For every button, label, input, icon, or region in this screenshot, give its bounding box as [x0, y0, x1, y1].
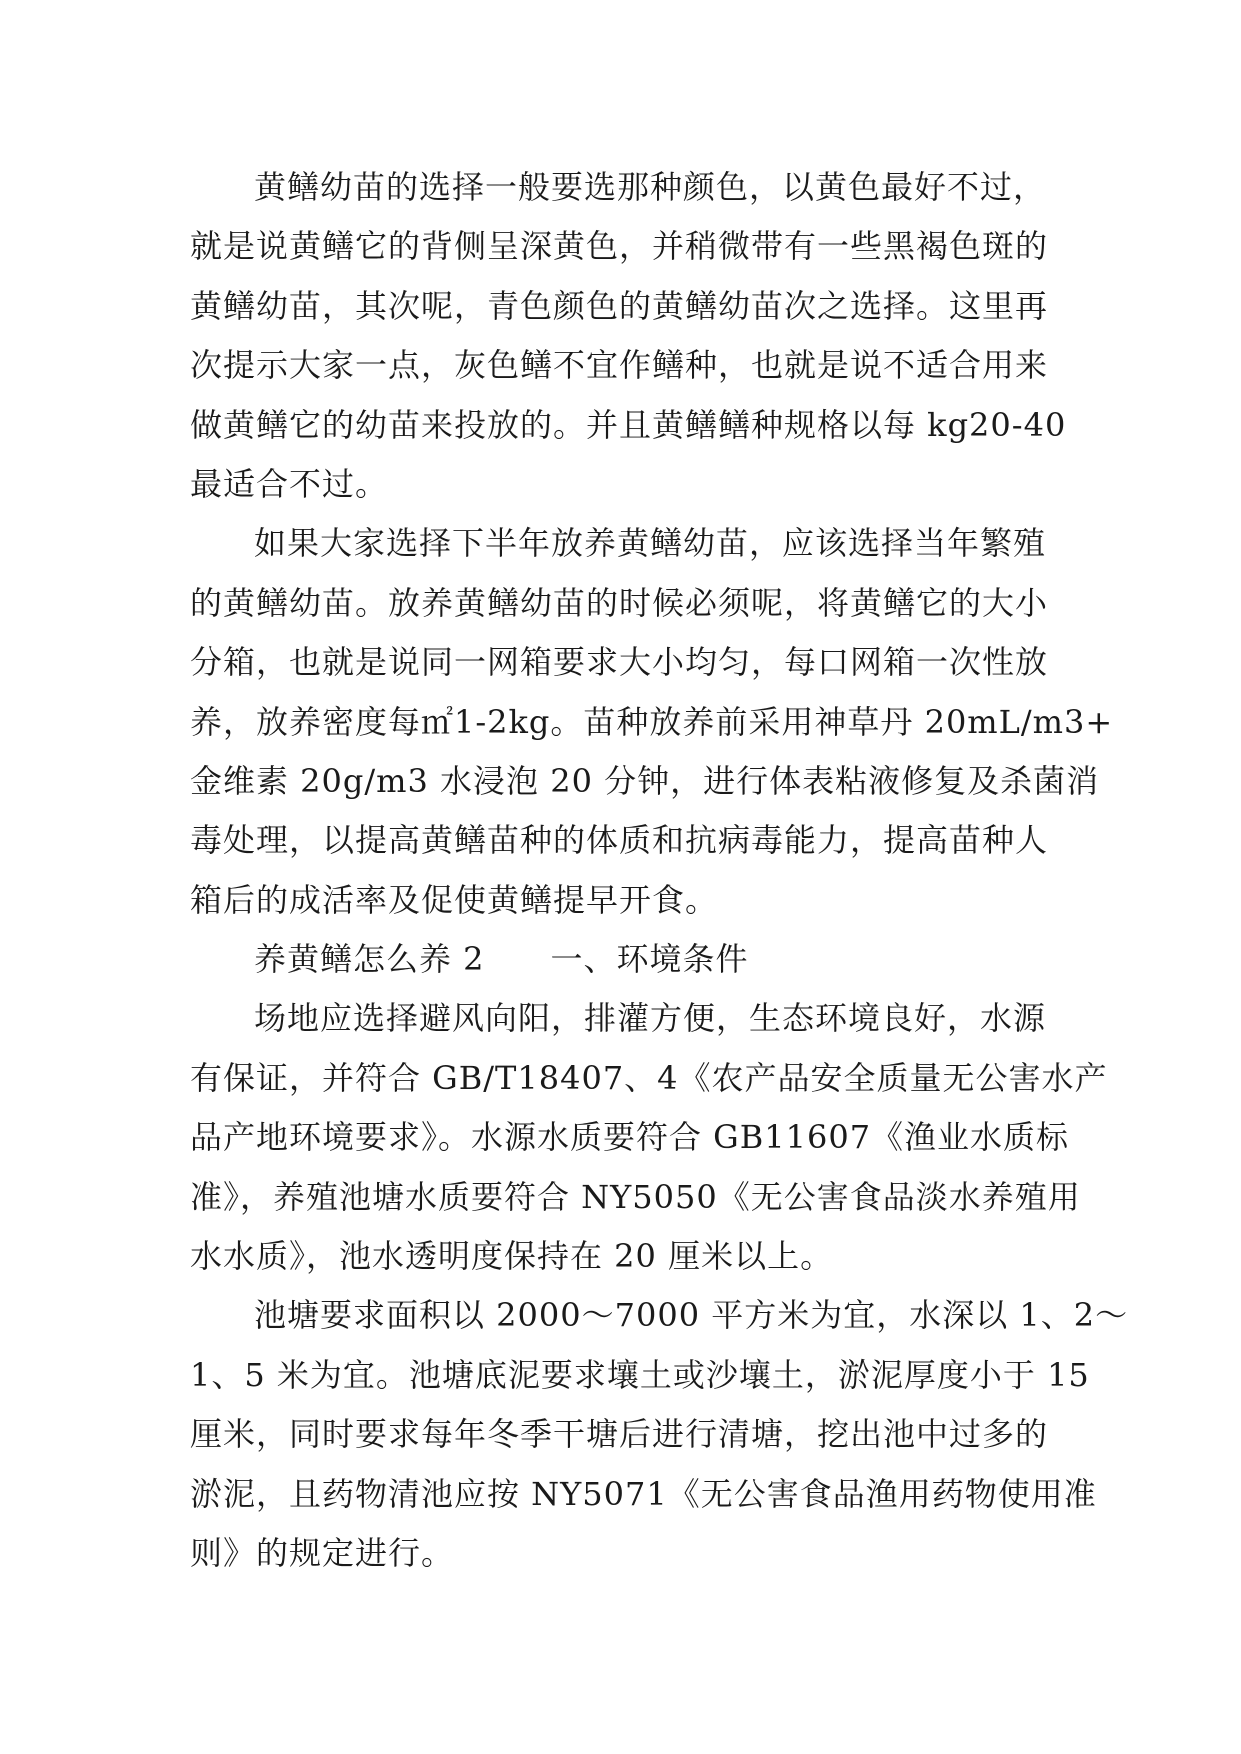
text-line: 场地应选择避风向阳，排灌方便，生态环境良好，水源 — [254, 999, 1047, 1038]
document-body — [190, 158, 1129, 1583]
text-line: 则》的规定进行。 — [190, 1533, 455, 1572]
paragraph-site-selection — [190, 989, 1108, 1286]
text-line: 有保证，并符合 GB/T18407、4《农产品安全质量无公害水产 — [190, 1058, 1108, 1097]
text-line: 如果大家选择下半年放养黄鳝幼苗，应该选择当年繁殖 — [254, 524, 1047, 563]
paragraph-eel-fry-selection — [190, 158, 1067, 514]
heading-line: 养黄鳝怎么养 2 一、环境条件 — [254, 940, 749, 979]
paragraph-stocking — [190, 514, 1114, 930]
paragraph-pond-requirements — [190, 1286, 1129, 1583]
text-line: 次提示大家一点，灰色鳝不宜作鳝种，也就是说不适合用来 — [190, 346, 1049, 385]
text-line: 箱后的成活率及促使黄鳝提早开食。 — [190, 880, 719, 919]
text-line: 的黄鳝幼苗。放养黄鳝幼苗的时候必须呢，将黄鳝它的大小 — [190, 583, 1049, 622]
text-line: 准》，养殖池塘水质要符合 NY5050《无公害食品淡水养殖用 — [190, 1177, 1081, 1216]
text-line: 淤泥，且药物清池应按 NY5071《无公害食品渔用药物使用准 — [190, 1474, 1097, 1513]
text-line: 毒处理，以提高黄鳝苗种的体质和抗病毒能力，提高苗种人 — [190, 821, 1049, 860]
text-line: 品产地环境要求》。水源水质要符合 GB11607《渔业水质标 — [190, 1118, 1070, 1157]
text-line: 最适合不过。 — [190, 464, 389, 503]
text-line: 就是说黄鳝它的背侧呈深黄色，并稍微带有一些黑褐色斑的 — [190, 227, 1049, 266]
text-line: 养，放养密度每㎡1-2kg。苗种放养前采用神草丹 20mL/m3+ — [190, 702, 1114, 741]
text-line: 分箱，也就是说同一网箱要求大小均匀，每口网箱一次性放 — [190, 643, 1049, 682]
text-line: 厘米，同时要求每年冬季干塘后进行清塘，挖出池中过多的 — [190, 1415, 1049, 1454]
text-line: 水水质》，池水透明度保持在 20 厘米以上。 — [190, 1237, 834, 1276]
text-line: 黄鳝幼苗，其次呢，青色颜色的黄鳝幼苗次之选择。这里再 — [190, 286, 1049, 325]
text-line: 黄鳝幼苗的选择一般要选那种颜色，以黄色最好不过， — [254, 168, 1047, 206]
text-line: 1、5 米为宜。池塘底泥要求壤土或沙壤土，淤泥厚度小于 15 — [190, 1355, 1090, 1394]
text-line: 做黄鳝它的幼苗来投放的。并且黄鳝鳝种规格以每 kg20-40 — [190, 405, 1067, 444]
text-line: 池塘要求面积以 2000～7000 平方米为宜，水深以 1、2～ — [254, 1296, 1129, 1335]
section-heading — [190, 930, 1050, 989]
text-line: 金维素 20g/m3 水浸泡 20 分钟，进行体表粘液修复及杀菌消 — [190, 761, 1100, 800]
